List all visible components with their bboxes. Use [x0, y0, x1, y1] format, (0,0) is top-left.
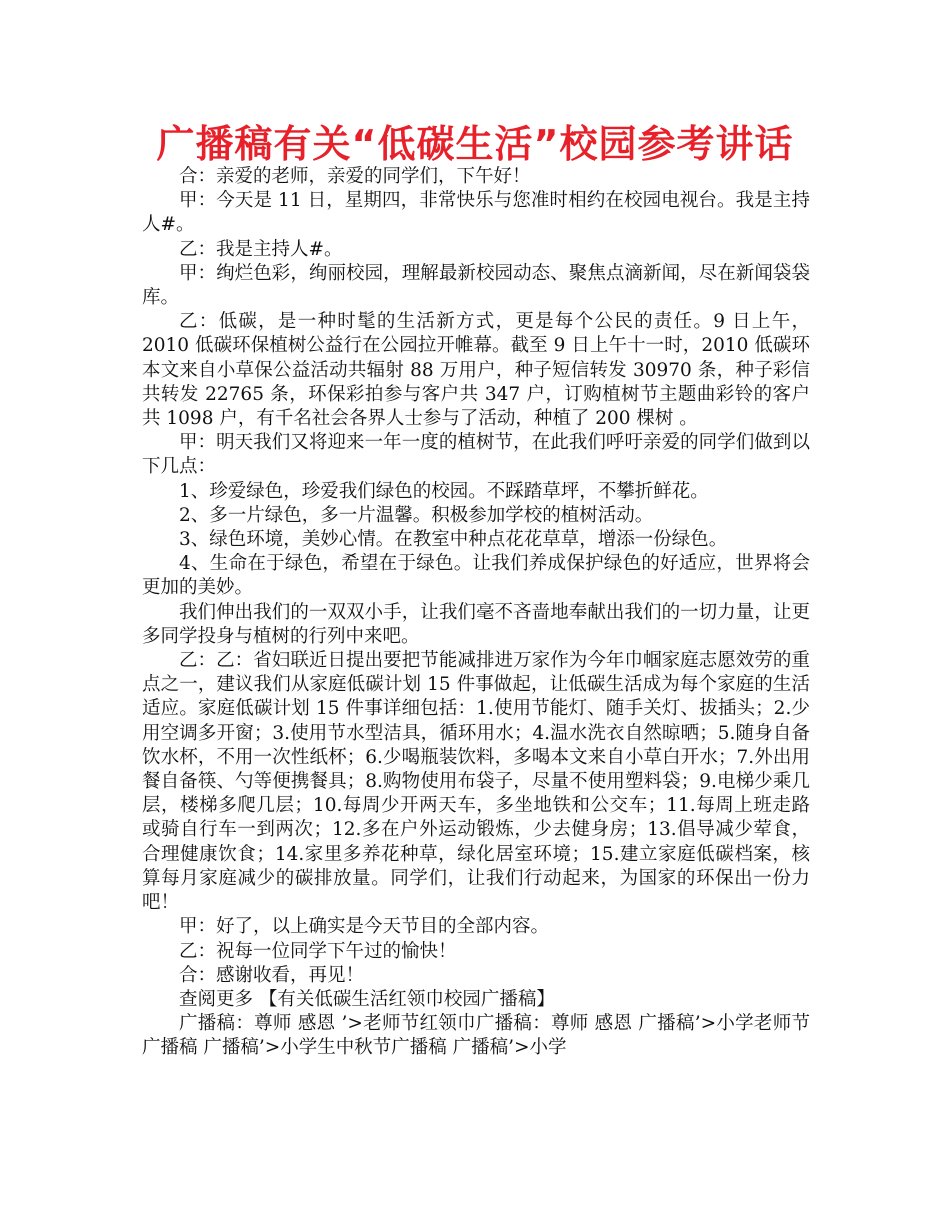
paragraph: 甲：明天我们又将迎来一年一度的植树节，在此我们呼吁亲爱的同学们做到以下几点： — [142, 432, 810, 478]
paragraph: 乙：祝每一位同学下午过的愉快！ — [179, 940, 457, 962]
paragraph: 甲：今天是 11 日，星期四，非常快乐与您准时相约在校园电视台。我是主持人#。 — [142, 190, 810, 236]
related-link[interactable]: 查阅更多 【有关低碳生活红领巾校园广播稿】 — [179, 988, 555, 1010]
paragraph: 乙：乙：省妇联近日提出要把节能减排进万家作为今年巾帼家庭志愿效劳的重点之一，建议我们从家庭低碳计划 15 件事做起，让低碳生活成为每个家庭的生活适应。家庭低碳计划 15 件事详细包括：1.使用节能灯、随手关灯、拔插头；2.少用空调多开窗；3.使用节水型洁具，循环用水；4.温水洗衣自然晾晒；5.随身自备饮水杯，不用一次性纸杯；6.少喝瓶装饮料，多喝本文来自小草白开水；7.外出用餐自备筷、勺等便携餐具；8.购物使用布袋子，尽量不使用塑料袋；9.电梯少乘几层，楼梯多爬几层；10.每周少开两天车，多坐地铁和公交车；11.每周上班走路或骑自行车一到两次；12.多在户外运动锻炼，少去健身房；13.倡导减少荤食，合理健康饮食；14.家里多养花种草，绿化居室环境；15.建立家庭低碳档案，核算每月家庭减少的碳排放量。同学们，让我们行动起来，为国家的环保出一份力吧！ — [142, 650, 810, 914]
list-item: 4、生命在于绿色，希望在于绿色。让我们养成保护绿色的好适应，世界将会更加的美妙。 — [142, 553, 810, 599]
document-body — [142, 165, 810, 1061]
list-item: 2、多一片绿色，多一片温馨。积极参加学校的植树活动。 — [179, 504, 654, 526]
page-title: 广播稿有关“低碳生活”校园参考讲话 — [156, 122, 794, 166]
list-item: 1、珍爱绿色，珍爱我们绿色的校园。不踩踏草坪，不攀折鲜花。 — [179, 480, 709, 502]
paragraph: 甲：绚烂色彩，绚丽校园，理解最新校园动态、聚焦点滴新闻，尽在新闻袋袋库。 — [142, 262, 810, 309]
related-links[interactable]: 广播稿：尊师 感恩 ’>老师节红领巾广播稿：尊师 感恩 广播稿’>小学老师节广播稿 广播稿’>小学生中秋节广播稿 广播稿’>小学 — [142, 1013, 810, 1059]
paragraph: 合：亲爱的老师，亲爱的同学们，下午好！ — [179, 166, 531, 187]
list-item: 3、绿色环境，美妙心情。在教室中种点花花草草，增添一份绿色。 — [179, 529, 728, 551]
paragraph: 乙：低碳，是一种时髦的生活新方式，更是每个公民的责任。9 日上午， 2010 低碳环保植树公益行在公园拉开帷幕。截至 9 日上午十一时，2010 低碳环本文来自小草保公益活动共辐射 88 万用户，种子短信转发 30970 条，种子彩信共转发 22765 条，环保彩拍参与客户共 347 户，订购植树节主题曲彩铃的客户共 1098 户，有千名社会各界人士参与了活动，种植了 200 棵树 。 — [142, 311, 810, 430]
paragraph: 乙：我是主持人#。 — [179, 238, 343, 260]
paragraph: 甲：好了，以上确实是今天节目的全部内容。 — [179, 916, 550, 938]
paragraph: 合：感谢收看，再见！ — [179, 964, 365, 986]
paragraph: 我们伸出我们的一双双小手，让我们毫不吝啬地奉献出我们的一切力量，让更多同学投身与植树的行列中来吧。 — [142, 601, 810, 647]
